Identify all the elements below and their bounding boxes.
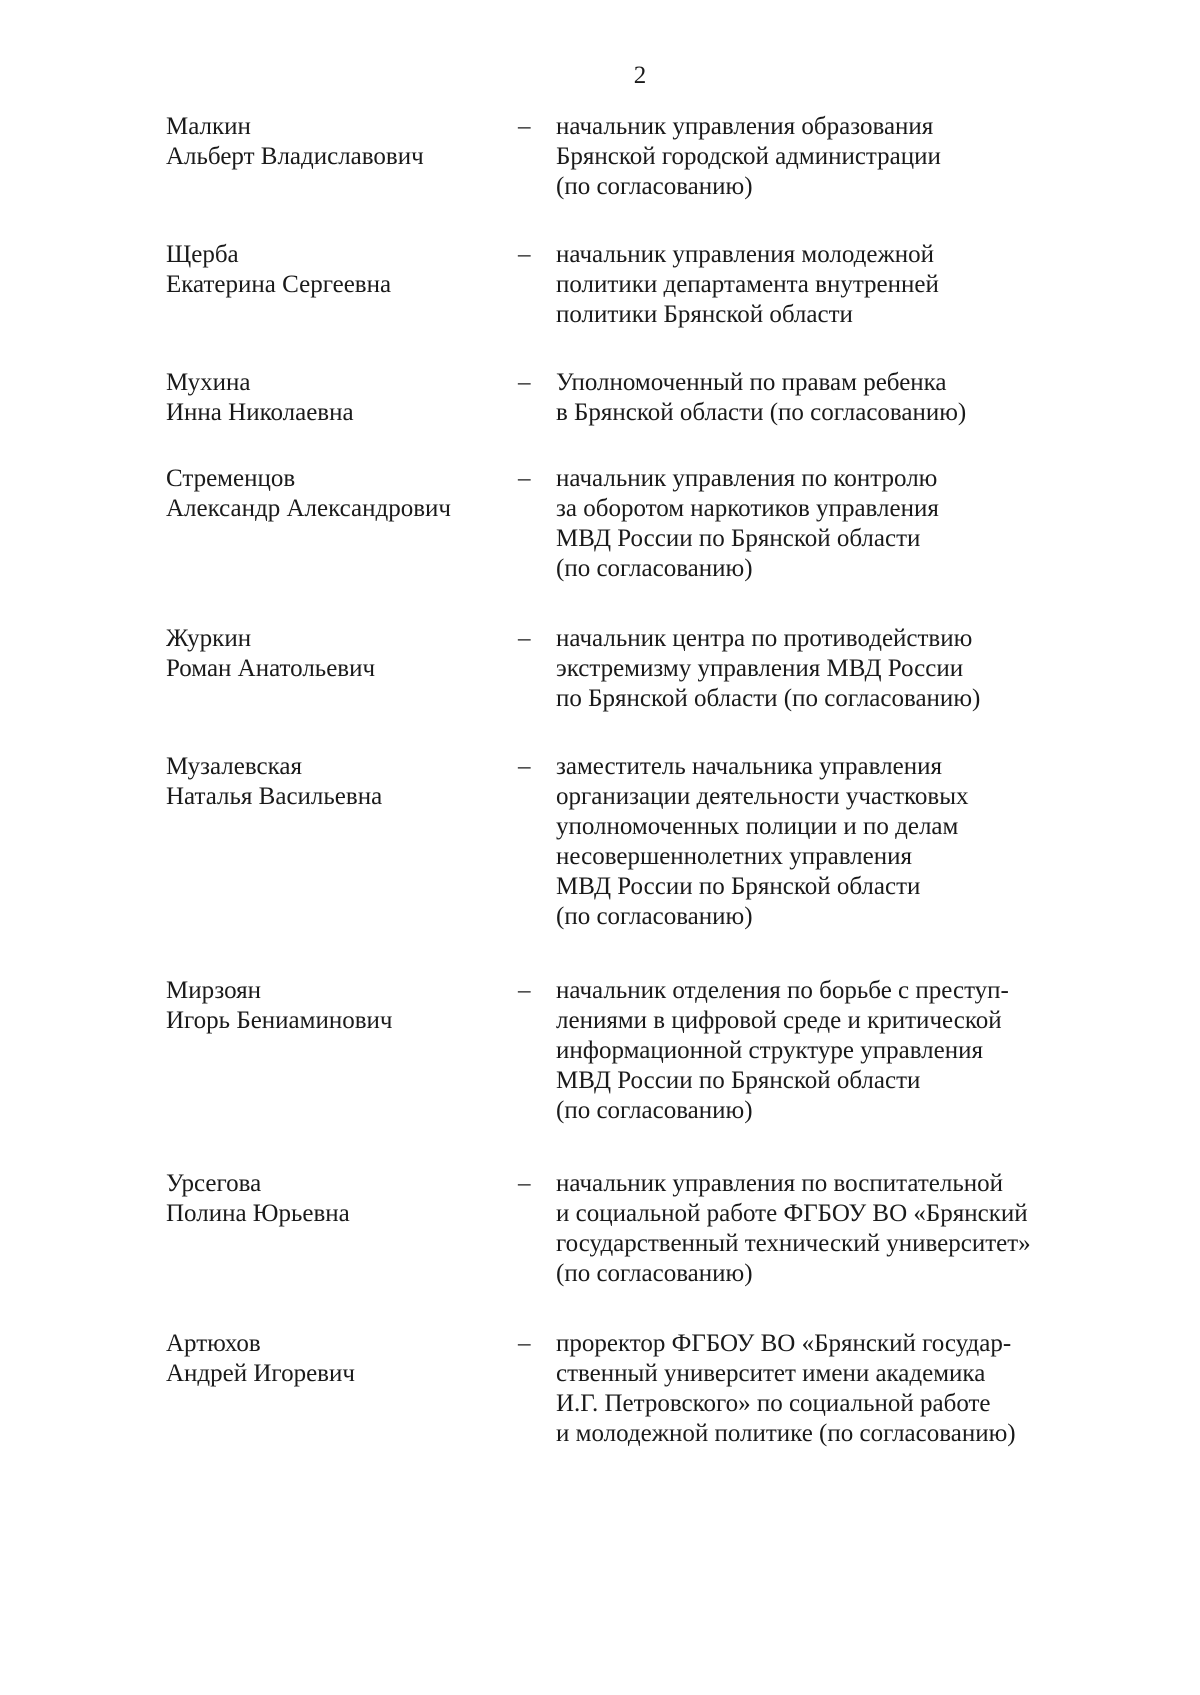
position-line: информационной структуре управления <box>556 1037 984 1064</box>
member-name <box>166 368 506 428</box>
separator-dash: – <box>518 465 531 492</box>
position-line: начальник центра по противодействию <box>556 625 973 652</box>
page-number: 2 <box>633 62 647 89</box>
member-given-names: Андрей Игоревич <box>166 1360 355 1387</box>
member-given-names: Полина Юрьевна <box>166 1200 350 1227</box>
position-line: Брянской городской администрации <box>556 143 941 170</box>
position-line: (по согласованию) <box>556 1260 753 1287</box>
member-name <box>166 1329 506 1389</box>
member-given-names: Игорь Бениаминович <box>166 1007 393 1034</box>
member-position <box>556 752 1156 932</box>
position-line: по Брянской области (по согласованию) <box>556 685 981 712</box>
member-position <box>556 112 1156 202</box>
position-line: Уполномоченный по правам ребенка <box>556 369 947 396</box>
member-position <box>556 1329 1156 1449</box>
member-name <box>166 624 506 684</box>
member-given-names: Инна Николаевна <box>166 399 354 426</box>
position-line: начальник управления по контролю <box>556 465 938 492</box>
member-position <box>556 464 1156 584</box>
separator-dash: – <box>518 1170 531 1197</box>
member-given-names: Роман Анатольевич <box>166 655 376 682</box>
separator-dash: – <box>518 369 531 396</box>
position-line: проректор ФГБОУ ВО «Брянский государ- <box>556 1330 1012 1357</box>
position-line: лениями в цифровой среде и критической <box>556 1007 1002 1034</box>
member-name <box>166 1169 506 1229</box>
position-line: и молодежной политике (по согласованию) <box>556 1420 1016 1447</box>
separator-dash: – <box>518 625 531 652</box>
member-position <box>556 624 1156 714</box>
member-given-names: Альберт Владиславович <box>166 143 424 170</box>
position-line: начальник управления по воспитательной <box>556 1170 1003 1197</box>
member-surname: Урсегова <box>166 1170 262 1197</box>
member-surname: Мухина <box>166 369 251 396</box>
member-given-names: Наталья Васильевна <box>166 783 383 810</box>
position-line: (по согласованию) <box>556 903 753 930</box>
member-surname: Мирзоян <box>166 977 262 1004</box>
separator-dash: – <box>518 977 531 1004</box>
position-line: экстремизму управления МВД России <box>556 655 964 682</box>
position-line: в Брянской области (по согласованию) <box>556 399 967 426</box>
position-line: начальник управления молодежной <box>556 241 935 268</box>
separator-dash: – <box>518 113 531 140</box>
position-line: МВД России по Брянской области <box>556 1067 921 1094</box>
member-surname: Артюхов <box>166 1330 261 1357</box>
member-surname: Музалевская <box>166 753 302 780</box>
member-given-names: Екатерина Сергеевна <box>166 271 392 298</box>
member-name <box>166 752 506 812</box>
position-line: МВД России по Брянской области <box>556 525 921 552</box>
member-name <box>166 976 506 1036</box>
position-line: ственный университет имени академика <box>556 1360 986 1387</box>
position-line: И.Г. Петровского» по социальной работе <box>556 1390 991 1417</box>
separator-dash: – <box>518 241 531 268</box>
position-line: уполномоченных полиции и по делам <box>556 813 959 840</box>
position-line: за оборотом наркотиков управления <box>556 495 939 522</box>
position-line: организации деятельности участковых <box>556 783 969 810</box>
position-line: МВД России по Брянской области <box>556 873 921 900</box>
member-surname: Стременцов <box>166 465 296 492</box>
position-line: начальник отделения по борьбе с преступ- <box>556 977 1009 1004</box>
member-surname: Журкин <box>166 625 252 652</box>
separator-dash: – <box>518 753 531 780</box>
member-name <box>166 464 506 524</box>
position-line: и социальной работе ФГБОУ ВО «Брянский <box>556 1200 1028 1227</box>
member-name <box>166 240 506 300</box>
separator-dash: – <box>518 1330 531 1357</box>
position-line: политики департамента внутренней <box>556 271 939 298</box>
position-line: начальник управления образования <box>556 113 934 140</box>
position-line: политики Брянской области <box>556 301 853 328</box>
member-position <box>556 368 1156 428</box>
position-line: (по согласованию) <box>556 1097 753 1124</box>
position-line: несовершеннолетних управления <box>556 843 913 870</box>
position-line: (по согласованию) <box>556 173 753 200</box>
member-position <box>556 976 1156 1126</box>
position-line: заместитель начальника управления <box>556 753 942 780</box>
position-line: государственный технический университет» <box>556 1230 1031 1257</box>
position-line: (по согласованию) <box>556 555 753 582</box>
member-surname: Малкин <box>166 113 251 140</box>
member-position <box>556 240 1156 330</box>
member-position <box>556 1169 1156 1289</box>
member-name <box>166 112 506 172</box>
member-surname: Щерба <box>166 241 239 268</box>
member-given-names: Александр Александрович <box>166 495 451 522</box>
